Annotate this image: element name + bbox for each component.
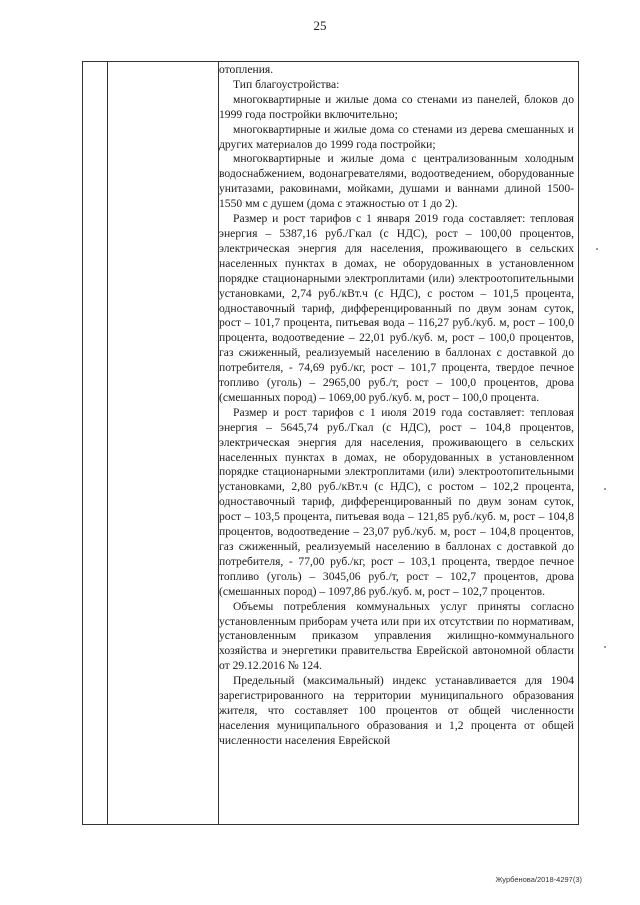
paragraph: отопления. bbox=[219, 63, 274, 76]
footer-code: Журбенова/2018-4297(3) bbox=[495, 875, 582, 884]
paragraph: многоквартирные и жилые дома с централизованным холодным водоснабжением, водонагревателями, водоотведением, оборудованные унитазами, раковинами, мойками, душами и ваннами длиной 1500-1550 мм с душем (дома с этажностью от 1 до 2). bbox=[219, 152, 574, 211]
scan-speck bbox=[596, 248, 598, 250]
column-divider-1 bbox=[107, 62, 108, 824]
paragraph: многоквартирные и жилые дома со стенами из панелей, блоков до 1999 года постройки включительно; bbox=[219, 92, 574, 121]
scan-speck bbox=[604, 488, 606, 490]
scan-speck bbox=[604, 646, 606, 648]
paragraph: Тип благоустройства: bbox=[233, 77, 340, 91]
paragraph: Объемы потребления коммунальных услуг приняты согласно установленным приборам учета или при их отсутствии по нормативам, установленным приказом управления жилищно-коммунального хозяйства и энергетики правительства Еврейской автономной области от 29.12.2016 № 124. bbox=[219, 599, 574, 673]
paragraph: многоквартирные и жилые дома со стенами из дерева смешанных и других материалов до 1999 года постройки; bbox=[219, 122, 574, 151]
paragraph: Размер и рост тарифов с 1 июля 2019 года составляет: тепловая энергия – 5645,74 руб./Гкал (с НДС), рост – 104,8 процентов, электрическая энергия для населения, проживающего в сельских населенных пунктах в домах, не оборудованных в установленном порядке стационарными электроплитами (или) электроотопительными установками, 2,80 руб./кВт.ч (с НДС), с ростом – 102,2 процента, одноставочный тариф, дифференцированный по двум зонам суток, рост – 103,5 процента, питьевая вода – 121,85 руб./куб. м, рост – 104,8 процентов, водоотведение – 23,07 руб./куб. м, рост – 104,8 процентов, газ сжиженный, реализуемый населению в баллонах с доставкой до потребителя, - 77,00 руб./кг, рост – 103,1 процента, твердое печное топливо (уголь) – 3045,06 руб./т, рост – 102,7 процентов, дрова (смешанных пород) – 1097,86 руб./куб. м, рост – 102,7 процентов. bbox=[219, 405, 574, 598]
paragraph: Предельный (максимальный) индекс устанавливается для 1904 зарегистрированного на территории муниципального образования жителя, что составляет 100 процентов от общей численности населения муниципального образования и 1,2 процента от общей численности населения Еврейской bbox=[219, 674, 574, 747]
table-cell-text bbox=[219, 63, 574, 749]
page-number: 25 bbox=[313, 18, 327, 33]
paragraph: Размер и рост тарифов с 1 января 2019 года составляет: тепловая энергия – 5387,16 руб./Гкал (с НДС), рост – 100,00 процентов, электрическая энергия для населения, проживающего в сельских населенных пунктах в домах, не оборудованных в установленном порядке стационарными электроплитами (или) электроотопительными установками, 2,74 руб./кВт.ч (с НДС), с ростом – 101,5 процента, одноставочный тариф, дифференцированный по двум зонам суток, рост – 101,7 процента, питьевая вода – 116,27 руб./куб. м, рост – 100,0 процента, водоотведение – 22,01 руб./куб. м, рост – 100,0 процентов, газ сжиженный, реализуемый населению в баллонах с доставкой до потребителя, - 74,69 руб./кг, рост – 101,7 процента, твердое печное топливо (уголь) – 2965,00 руб./т, рост – 100,0 процентов, дрова (смешанных пород) – 1069,00 руб./куб. м, рост – 100,0 процента. bbox=[219, 212, 574, 404]
